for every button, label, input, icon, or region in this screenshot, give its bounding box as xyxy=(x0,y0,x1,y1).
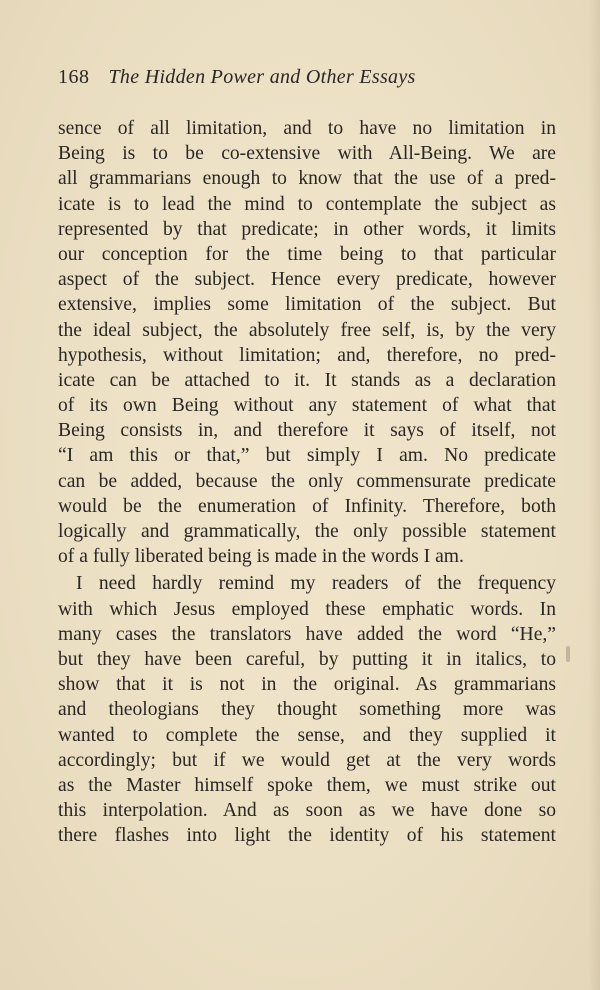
text-line: our conception for the time being to that particular xyxy=(58,243,556,265)
text-line: accordingly; but if we would get at the very words xyxy=(58,749,556,771)
paragraph xyxy=(58,116,556,569)
text-line: would be the enumeration of Infinity. Therefore, both xyxy=(58,495,556,517)
text-line: all grammarians enough to know that the use of a pred- xyxy=(58,168,556,190)
text-line: of its own Being without any statement of what that xyxy=(58,395,556,417)
text-line: extensive, implies some limitation of the subject. But xyxy=(58,294,556,316)
ink-mark xyxy=(566,646,570,662)
text-line: as the Master himself spoke them, we must strike out xyxy=(58,774,556,796)
text-line: wanted to complete the sense, and they supplied it xyxy=(58,724,556,746)
running-title: The Hidden Power and Other Essays xyxy=(108,66,416,88)
text-line: there flashes into light the identity of his statement xyxy=(58,825,556,847)
paragraph xyxy=(58,571,556,848)
text-line: I need hardly remind my readers of the frequency xyxy=(76,573,556,595)
text-line: but they have been careful, by putting it in italics, to xyxy=(58,648,556,670)
text-line: with which Jesus employed these emphatic words. In xyxy=(58,598,556,620)
text-line: logically and grammatically, the only possible statement xyxy=(58,521,556,542)
page-number: 168 xyxy=(58,66,90,88)
text-line: icate can be attached to it. It stands as a declaration xyxy=(58,369,556,391)
text-line: the ideal subject, the absolutely free self, is, by the very xyxy=(58,319,556,341)
text-line: this interpolation. And as soon as we have done so xyxy=(58,800,556,822)
text-line: icate is to lead the mind to contemplate the subject as xyxy=(58,193,556,215)
text-line: and theologians they thought something more was xyxy=(58,699,556,721)
text-line: aspect of the subject. Hence every predicate, however xyxy=(58,269,556,291)
text-line: “I am this or that,” but simply I am. No predicate xyxy=(58,445,556,467)
text-line: sence of all limitation, and to have no limitation in xyxy=(58,118,556,139)
text-line: represented by that predicate; in other words, it limits xyxy=(58,218,556,240)
text-line: many cases the translators have added the word “He,” xyxy=(58,623,556,645)
body-text xyxy=(58,116,556,848)
text-line: Being is to be co-extensive with All-Being. We are xyxy=(58,143,556,165)
text-line: hypothesis, without limitation; and, therefore, no pred- xyxy=(58,344,556,366)
page-edge-shadow xyxy=(588,0,600,990)
text-line: of a fully liberated being is made in the words I am. xyxy=(58,546,464,568)
text-line: show that it is not in the original. As grammarians xyxy=(58,674,556,696)
text-line: Being consists in, and therefore it says of itself, not xyxy=(58,420,556,442)
text-line: can be added, because the only commensurate predicate xyxy=(58,470,556,492)
page-header xyxy=(58,66,558,96)
